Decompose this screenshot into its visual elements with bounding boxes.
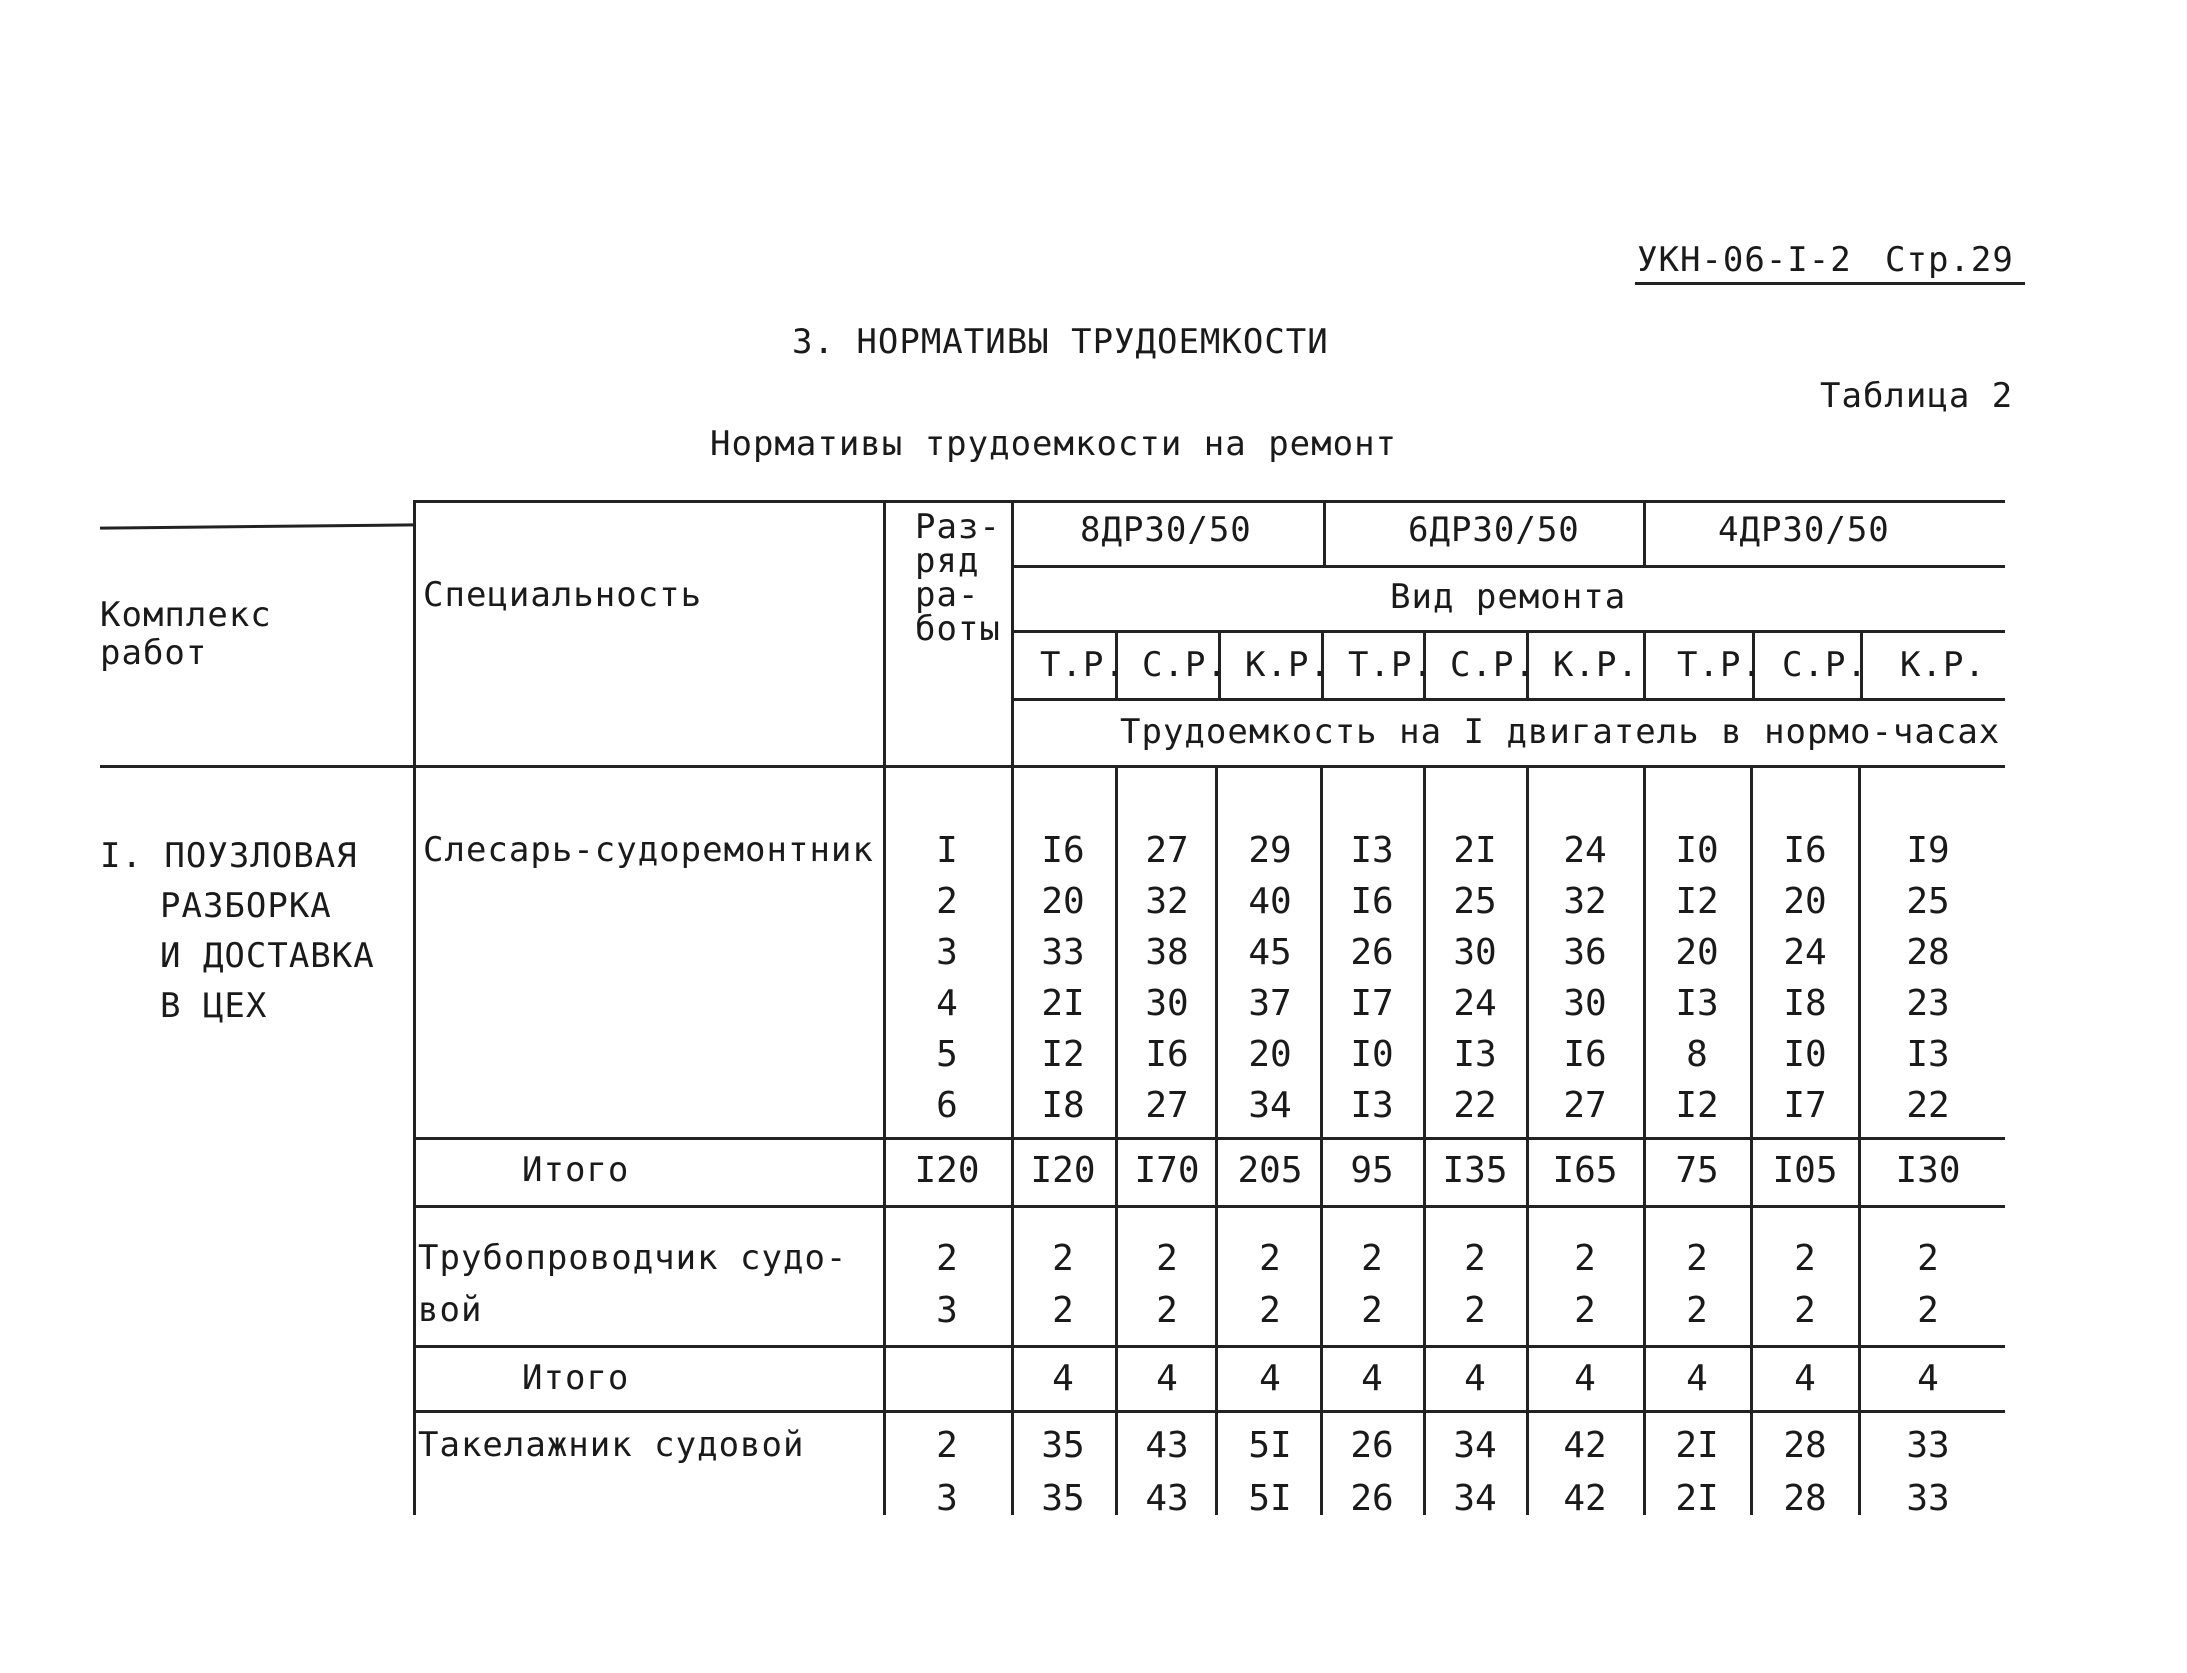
value-cell: 30 — [1563, 983, 1607, 1024]
value-cell: I0 — [1783, 1034, 1827, 1075]
rank-cell: 3 — [936, 1290, 958, 1331]
engine-6dr: 6ДР30/50 — [1408, 510, 1580, 550]
value-cell: I7 — [1350, 983, 1394, 1024]
total-cell: I65 — [1552, 1150, 1618, 1191]
rank-cell: 2 — [936, 1238, 958, 1279]
value-cell: 27 — [1563, 1085, 1607, 1126]
total-cell: 4 — [1052, 1358, 1074, 1399]
total-cell: I20 — [1030, 1150, 1096, 1191]
value-cell: I2 — [1675, 881, 1719, 922]
header-kompleks-line1: Комплекс — [100, 595, 272, 635]
value-cell: 2 — [1361, 1290, 1383, 1331]
total-cell: I35 — [1442, 1150, 1508, 1191]
value-cell: I0 — [1675, 830, 1719, 871]
value-cell: I2 — [1675, 1085, 1719, 1126]
value-cell: I0 — [1350, 1034, 1394, 1075]
header-rank-line1: Раз- — [915, 507, 1001, 547]
specialty-block3: Такелажник судовой — [418, 1425, 805, 1465]
value-cell: I3 — [1350, 1085, 1394, 1126]
value-cell: 27 — [1145, 830, 1189, 871]
value-cell: 43 — [1145, 1478, 1189, 1519]
value-cell: 26 — [1350, 1478, 1394, 1519]
value-cell: 2 — [1361, 1238, 1383, 1279]
total-cell: 75 — [1675, 1150, 1719, 1191]
rank-cell: I — [936, 830, 958, 871]
value-cell: 2 — [1794, 1290, 1816, 1331]
value-cell: I6 — [1041, 830, 1085, 871]
sub-tr-3: Т.Р. — [1677, 645, 1763, 685]
total-cell: I70 — [1134, 1150, 1200, 1191]
total-cell: 4 — [1686, 1358, 1708, 1399]
total-cell: I05 — [1772, 1150, 1838, 1191]
total-cell: 4 — [1156, 1358, 1178, 1399]
table-label: Таблица 2 — [1820, 376, 2014, 416]
value-cell: 25 — [1906, 881, 1950, 922]
value-cell: 42 — [1563, 1478, 1607, 1519]
value-cell: 2 — [1052, 1290, 1074, 1331]
group-title-line2: РАЗБОРКА — [160, 886, 332, 926]
header-specialty: Специальность — [423, 575, 703, 615]
value-cell: 22 — [1453, 1085, 1497, 1126]
value-cell: 2 — [1686, 1290, 1708, 1331]
value-cell: 33 — [1906, 1478, 1950, 1519]
value-cell: 32 — [1563, 881, 1607, 922]
total-cell: 4 — [1464, 1358, 1486, 1399]
value-cell: 2 — [1464, 1238, 1486, 1279]
table-title: Нормативы трудоемкости на ремонт — [710, 424, 1398, 464]
value-cell: 34 — [1453, 1478, 1497, 1519]
value-cell: 30 — [1145, 983, 1189, 1024]
value-cell: I9 — [1906, 830, 1950, 871]
header-rank-line4: боты — [915, 609, 1001, 649]
sub-sr-2: С.Р. — [1450, 645, 1536, 685]
value-cell: 28 — [1906, 932, 1950, 973]
value-cell: 2 — [1259, 1238, 1281, 1279]
value-cell: 24 — [1453, 983, 1497, 1024]
value-cell: 28 — [1783, 1425, 1827, 1466]
value-cell: I3 — [1453, 1034, 1497, 1075]
sub-kr-1: К.Р. — [1245, 645, 1331, 685]
value-cell: 2 — [1259, 1290, 1281, 1331]
value-cell: 35 — [1041, 1478, 1085, 1519]
total-cell: I30 — [1895, 1150, 1961, 1191]
header-underline — [1635, 282, 2025, 285]
value-cell: 5I — [1248, 1425, 1292, 1466]
header-kompleks-line2: работ — [100, 633, 208, 673]
value-cell: 33 — [1906, 1425, 1950, 1466]
total-cell: 205 — [1237, 1150, 1303, 1191]
value-cell: 20 — [1248, 1034, 1292, 1075]
value-cell: 30 — [1453, 932, 1497, 973]
value-cell: 26 — [1350, 1425, 1394, 1466]
value-cell: 36 — [1563, 932, 1607, 973]
value-cell: I2 — [1041, 1034, 1085, 1075]
value-cell: 29 — [1248, 830, 1292, 871]
sub-kr-2: К.Р. — [1553, 645, 1639, 685]
value-cell: 22 — [1906, 1085, 1950, 1126]
value-cell: 20 — [1675, 932, 1719, 973]
value-cell: 24 — [1563, 830, 1607, 871]
value-cell: 45 — [1248, 932, 1292, 973]
rank-cell: 4 — [936, 983, 958, 1024]
value-cell: I3 — [1675, 983, 1719, 1024]
value-cell: 28 — [1783, 1478, 1827, 1519]
value-cell: 32 — [1145, 881, 1189, 922]
value-cell: 37 — [1248, 983, 1292, 1024]
value-cell: I7 — [1783, 1085, 1827, 1126]
value-cell: I6 — [1783, 830, 1827, 871]
value-cell: 2 — [1156, 1238, 1178, 1279]
sub-tr-1: Т.Р. — [1040, 645, 1126, 685]
section-title: 3. НОРМАТИВЫ ТРУДОЕМКОСТИ — [792, 322, 1329, 362]
repair-type: Вид ремонта — [1390, 577, 1627, 617]
rank-cell: 3 — [936, 932, 958, 973]
value-cell: 8 — [1686, 1034, 1708, 1075]
value-cell: 43 — [1145, 1425, 1189, 1466]
value-cell: 34 — [1248, 1085, 1292, 1126]
value-cell: 5I — [1248, 1478, 1292, 1519]
value-cell: 38 — [1145, 932, 1189, 973]
value-cell: I8 — [1783, 983, 1827, 1024]
value-cell: 2I — [1453, 830, 1497, 871]
value-cell: 27 — [1145, 1085, 1189, 1126]
value-cell: I6 — [1350, 881, 1394, 922]
header-rank-line3: ра- — [915, 575, 980, 615]
value-cell: 34 — [1453, 1425, 1497, 1466]
total-rank-cell: I20 — [914, 1150, 980, 1191]
unit-note: Трудоемкость на I двигатель в нормо-часах — [1120, 712, 2001, 752]
doc-code: УКН-06-I-2 — [1637, 240, 1852, 280]
value-cell: 40 — [1248, 881, 1292, 922]
group-title-line4: В ЦЕХ — [160, 986, 268, 1026]
value-cell: I8 — [1041, 1085, 1085, 1126]
sub-sr-3: С.Р. — [1782, 645, 1868, 685]
total-cell: 4 — [1917, 1358, 1939, 1399]
value-cell: 2I — [1675, 1478, 1719, 1519]
sub-sr-1: С.Р. — [1142, 645, 1228, 685]
value-cell: 24 — [1783, 932, 1827, 973]
value-cell: 2 — [1917, 1290, 1939, 1331]
value-cell: 26 — [1350, 932, 1394, 973]
value-cell: 23 — [1906, 983, 1950, 1024]
specialty-block2-line2: вой — [418, 1290, 483, 1330]
value-cell: 2 — [1917, 1238, 1939, 1279]
rank-cell: 2 — [936, 1425, 958, 1466]
value-cell: 2 — [1574, 1238, 1596, 1279]
value-cell: 2I — [1675, 1425, 1719, 1466]
value-cell: 42 — [1563, 1425, 1607, 1466]
rank-cell: 6 — [936, 1085, 958, 1126]
value-cell: 2 — [1052, 1238, 1074, 1279]
total-cell: 4 — [1361, 1358, 1383, 1399]
header-rank-line2: ряд — [915, 541, 980, 581]
value-cell: 2 — [1156, 1290, 1178, 1331]
total-cell: 4 — [1574, 1358, 1596, 1399]
value-cell: 25 — [1453, 881, 1497, 922]
value-cell: I3 — [1350, 830, 1394, 871]
total-cell: 95 — [1350, 1150, 1394, 1191]
page-ref: Стр.29 — [1885, 240, 2014, 280]
value-cell: 2I — [1041, 983, 1085, 1024]
engine-4dr: 4ДР30/50 — [1718, 510, 1890, 550]
total-cell: 4 — [1259, 1358, 1281, 1399]
value-cell: I6 — [1563, 1034, 1607, 1075]
total-label-block1: Итого — [522, 1150, 630, 1190]
value-cell: 35 — [1041, 1425, 1085, 1466]
total-label-block2: Итого — [522, 1358, 630, 1398]
value-cell: 2 — [1464, 1290, 1486, 1331]
value-cell: 2 — [1574, 1290, 1596, 1331]
rank-cell: 2 — [936, 881, 958, 922]
engine-8dr: 8ДР30/50 — [1080, 510, 1252, 550]
value-cell: 20 — [1041, 881, 1085, 922]
value-cell: 33 — [1041, 932, 1085, 973]
specialty-block2-line1: Трубопроводчик судо- — [418, 1238, 848, 1278]
value-cell: I6 — [1145, 1034, 1189, 1075]
group-title-line3: И ДОСТАВКА — [160, 936, 375, 976]
sub-kr-3: К.Р. — [1900, 645, 1986, 685]
rank-cell: 5 — [936, 1034, 958, 1075]
value-cell: I3 — [1906, 1034, 1950, 1075]
value-cell: 20 — [1783, 881, 1827, 922]
value-cell: 2 — [1686, 1238, 1708, 1279]
value-cell: 2 — [1794, 1238, 1816, 1279]
rank-cell: 3 — [936, 1478, 958, 1519]
total-cell: 4 — [1794, 1358, 1816, 1399]
group-title-line1: I. ПОУЗЛОВАЯ — [100, 836, 358, 876]
sub-tr-2: Т.Р. — [1348, 645, 1434, 685]
specialty-block1: Слесарь-судоремонтник — [423, 830, 874, 870]
